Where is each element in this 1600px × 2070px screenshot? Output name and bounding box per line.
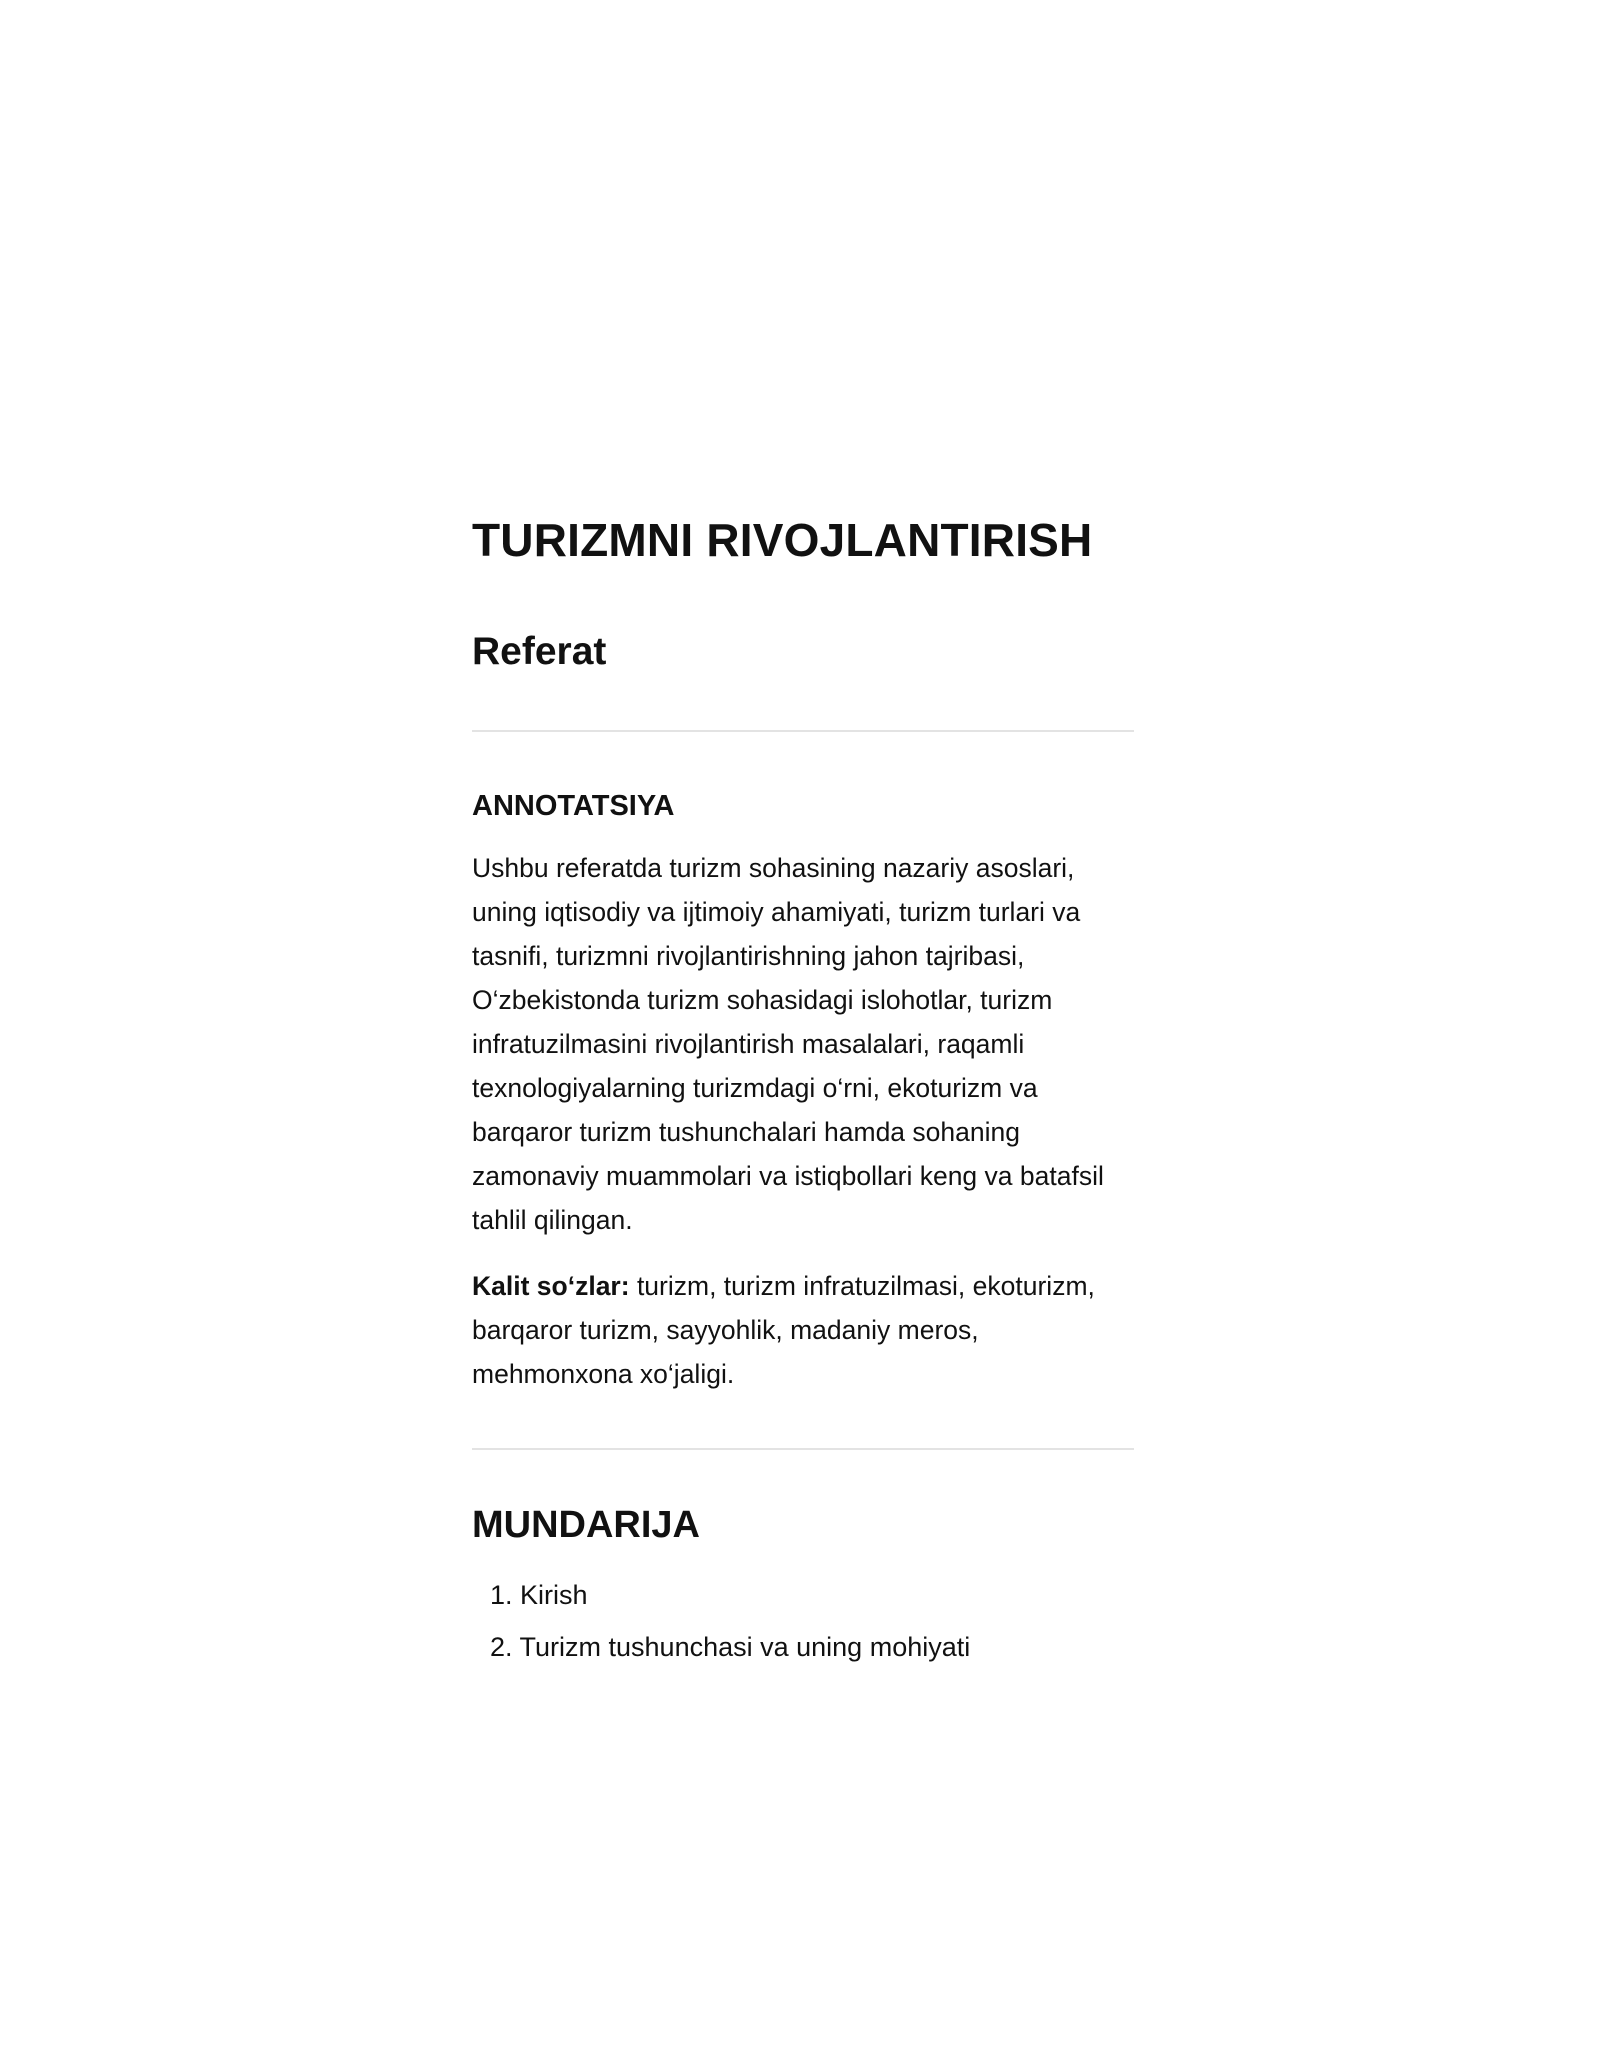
contents-heading: MUNDARIJA (472, 1504, 700, 1546)
section-divider (472, 730, 1134, 732)
contents-list (472, 1578, 1134, 1665)
annotation-section (472, 786, 1134, 1396)
contents-item: 2. Turizm tushunchasi va uning mohiyati (490, 1632, 971, 1662)
document-title: TURIZMNI RIVOJLANTIRISH (472, 514, 1093, 566)
annotation-heading: ANNOTATSIYA (472, 790, 675, 822)
contents-item: 1. Kirish (490, 1580, 588, 1610)
keywords-label: Kalit so‘zlar: (472, 1271, 630, 1301)
contents-section (472, 1500, 1134, 1665)
document-page (472, 510, 1134, 1682)
document-subtitle: Referat (472, 630, 607, 673)
keywords-text: turizm, turizm infratuzilmasi, ekoturizm, barqaror turizm, sayyohlik, madaniy meros, mehmonxona xo‘jaligi. (472, 1271, 1095, 1389)
section-divider (472, 1448, 1134, 1450)
keywords-paragraph (472, 1264, 1134, 1396)
annotation-text: Ushbu referatda turizm sohasining nazariy asoslari, uning iqtisodiy va ijtimoiy ahamiyati, turizm turlari va tasnifi, turizmni rivojlantirishning jahon tajribasi, O‘zbekistonda turizm sohasidagi islohotlar, turizm infratuzilmasini rivojlantirish masalalari, raqamli texnologiyalarning turizmdagi o‘rni, ekoturizm va barqaror turizm tushunchalari hamda sohaning zamonaviy muammolari va istiqbollari keng va batafsil tahlil qilingan. (472, 853, 1104, 1235)
